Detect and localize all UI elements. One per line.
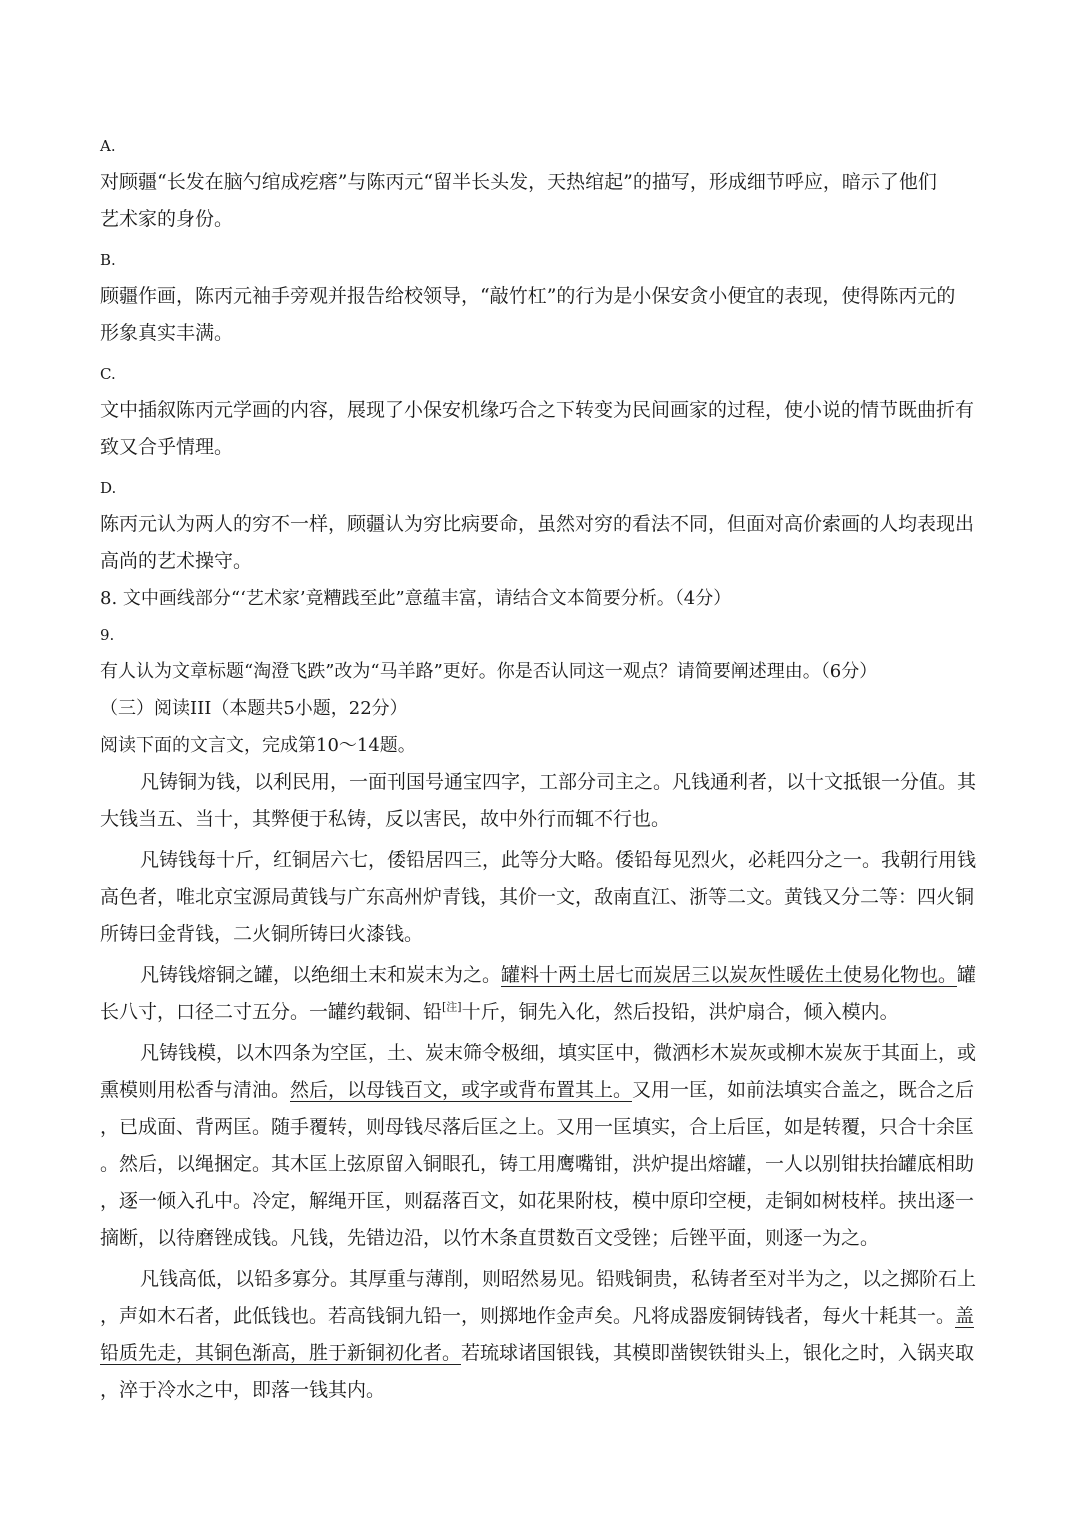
option-d-text-line-1: 陈丙元认为两人的穷不一样，顾疆认为穷比病要命，虽然对穷的看法不同，但面对高价索画的人均表现出	[100, 513, 975, 535]
passage-p4-line-3: ，已成面、背两匡。随手覆转，则母钱尽落后匡之上。又用一匡填实，合上后匡，如是转覆，只合十余匡	[100, 1116, 975, 1138]
p3-underlined-sentence: 罐料十两土居七而炭居三以炭灰性暖佐土使易化物也。	[501, 964, 958, 986]
option-d-text-line-2: 高尚的艺术操守。	[100, 550, 253, 572]
passage-p2-line-1: 凡铸钱每十斤，红铜居六七，倭铅居四三，此等分大略。倭铅每见烈火，必耗四分之一。我朝行用钱	[140, 849, 977, 871]
question-9: 有人认为文章标题“淘澄飞跌”改为“马羊路”更好。你是否认同这一观点？请简要阐述理由。（6分）	[100, 661, 878, 682]
p3-text-d: 十斤，铜先入化，然后投铅，洪炉扇合，倾入模内。	[461, 1001, 899, 1023]
passage-p4-line-1: 凡铸钱模，以木四条为空匡，土、炭末筛令极细，填实匡中，微洒杉木炭灰或柳木炭灰于其面上，或	[140, 1042, 977, 1064]
question-8: 8. 文中画线部分“‘艺术家’竟糟践至此”意蕴丰富，请结合文本简要分析。（4分）	[100, 588, 732, 609]
option-b-text-line-2: 形象真实丰满。	[100, 322, 234, 344]
option-c-text-line-2: 致又合乎情理。	[100, 436, 234, 458]
option-d-label: D.	[100, 479, 117, 497]
document-page	[100, 128, 980, 1409]
p5-underlined-sentence: 铅质先走，其铜色渐高，胜于新铜初化者。	[100, 1342, 462, 1364]
p3-text-b: 罐	[957, 964, 977, 986]
passage-p2-line-3: 所铸曰金背钱，二火铜所铸曰火漆钱。	[100, 923, 424, 945]
p5-underlined-start: 盖	[955, 1305, 975, 1327]
passage-p4-line-2	[100, 1072, 980, 1109]
passage-p4-line-4: 。然后，以绳捆定。其木匡上弦原留入铜眼孔，铸工用鹰嘴钳，洪炉提出熔罐，一人以别钳扶抬罐底相助	[100, 1153, 975, 1175]
footnote-marker: [注]	[442, 1000, 462, 1014]
p4-text-b: 又用一匡，如前法填实合盖之，既合之后	[632, 1079, 975, 1101]
option-a-label: A.	[100, 137, 116, 155]
option-c-label: C.	[100, 365, 116, 383]
option-a-text-line-1: 对顾疆“长发在脑勺绾成疙瘩”与陈丙元“留半长头发，天热绾起”的描写，形成细节呼应，暗示了他们	[100, 171, 937, 193]
option-a-text-line-2: 艺术家的身份。	[100, 208, 234, 230]
option-b-text-line-1: 顾疆作画，陈丙元袖手旁观并报告给校领导，“敲竹杠”的行为是小保安贪小便宜的表现，使得陈丙元的	[100, 285, 956, 307]
passage-p1-line-2: 大钱当五、当十，其弊便于私铸，反以害民，故中外行而辄不行也。	[100, 808, 671, 830]
p4-text-a: 熏模则用松香与清油。	[100, 1079, 291, 1101]
passage-p5-line-3	[100, 1335, 980, 1372]
passage-p4-line-5: ，逐一倾入孔中。冷定，解绳开匡，则磊落百文，如花果附枝，模中原印空梗，走铜如树枝样。挟出逐一	[100, 1190, 975, 1212]
passage-p5-line-4: ，淬于冷水之中，即落一钱其内。	[100, 1379, 386, 1401]
passage-p1-line-1: 凡铸铜为钱，以利民用，一面刊国号通宝四字，工部分司主之。凡钱通利者，以十文抵银一分值。其	[140, 771, 977, 793]
passage-p5-line-1: 凡钱高低，以铅多寡分。其厚重与薄削，则昭然易见。铅贱铜贵，私铸者至对半为之，以之掷阶石上	[140, 1268, 977, 1290]
p4-underlined-sentence: 然后，以母钱百文，或字或背布置其上。	[290, 1079, 633, 1101]
section-instruction: 阅读下面的文言文，完成第10～14题。	[100, 735, 416, 756]
p3-text-a: 凡铸钱熔铜之罐，以绝细土末和炭末为之。	[140, 964, 502, 986]
passage-p5-line-2	[100, 1298, 980, 1335]
option-b-label: B.	[100, 251, 116, 269]
p3-text-c: 长八寸，口径二寸五分。一罐约载铜、铅	[100, 1001, 443, 1023]
p5-text-a: ，声如木石者，此低钱也。若高钱铜九铅一，则掷地作金声矣。凡将成器废铜铸钱者，每火十耗其一。	[100, 1305, 956, 1327]
p5-text-b: 若琉球诸国银钱，其模即凿锲铁钳头上，银化之时，入锅夹取	[461, 1342, 975, 1364]
passage-p3-line-1	[100, 957, 980, 994]
question-9-label: 9.	[100, 626, 115, 644]
section-title: （三）阅读III（本题共5小题，22分）	[100, 698, 408, 719]
passage-p3-line-2	[100, 994, 980, 1031]
passage-p2-line-2: 高色者，唯北京宝源局黄钱与广东高州炉青钱，其价一文，敌南直江、浙等二文。黄钱又分二等：四火铜	[100, 886, 975, 908]
option-c-text-line-1: 文中插叙陈丙元学画的内容，展现了小保安机缘巧合之下转变为民间画家的过程，使小说的情节既曲折有	[100, 399, 975, 421]
passage-p4-line-6: 摘断，以待磨锉成钱。凡钱，先错边沿，以竹木条直贯数百文受锉；后锉平面，则逐一为之。	[100, 1227, 880, 1249]
